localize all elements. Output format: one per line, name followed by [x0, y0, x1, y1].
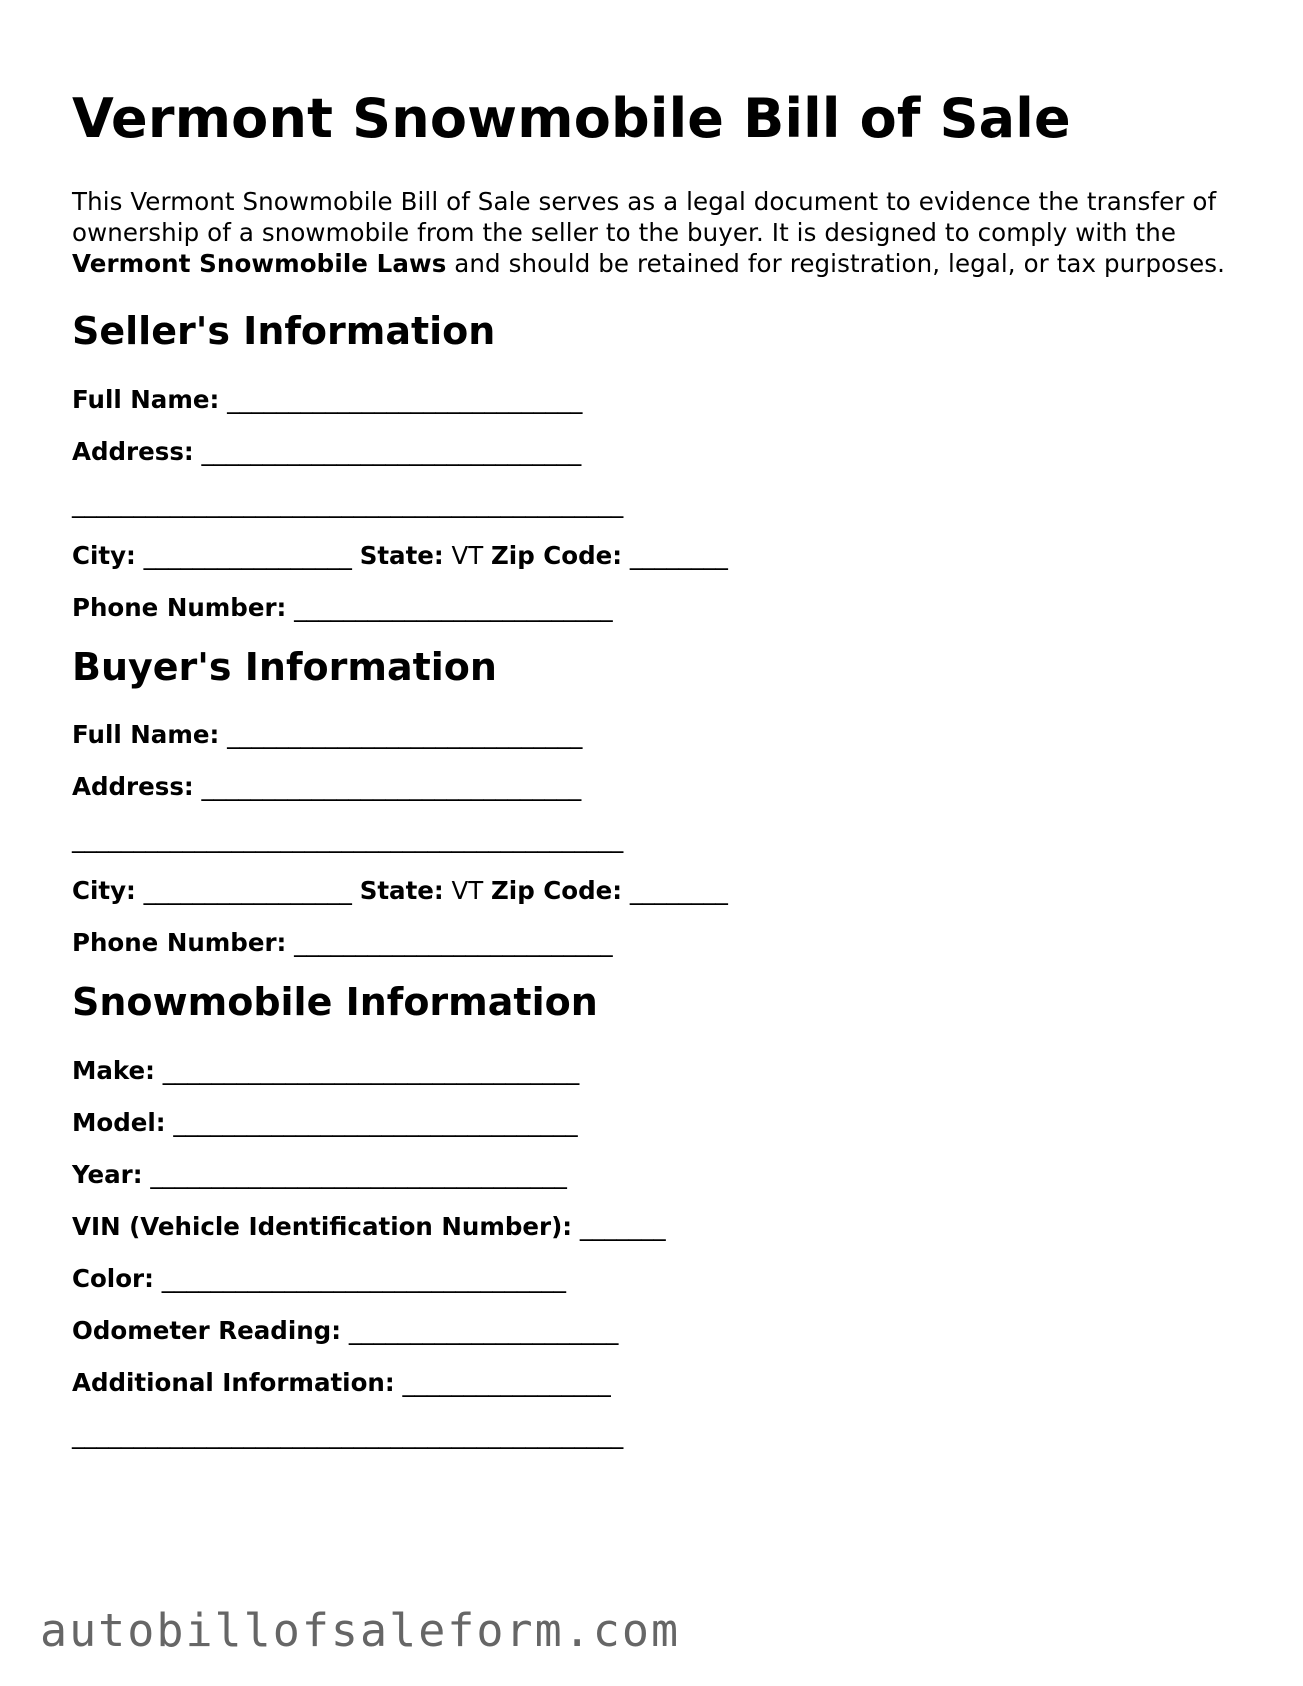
odometer-row	[72, 1316, 1232, 1346]
buyer-city-state-zip-row	[72, 876, 1232, 906]
additional-info-line2-row	[72, 1420, 1232, 1450]
year-row	[72, 1160, 1232, 1190]
seller-heading: Seller's Information	[72, 309, 496, 354]
seller-full-name-field[interactable]: _____________________________	[227, 384, 583, 414]
additional-info-label: Additional Information:	[72, 1367, 395, 1397]
buyer-address-line2-row	[72, 824, 1232, 854]
buyer-full-name-label: Full Name:	[72, 720, 220, 750]
watermark-text: autobillofsaleform.com	[40, 1604, 681, 1657]
vin-row	[72, 1212, 1232, 1242]
intro-text-1: This Vermont Snowmobile Bill of Sale serves as a legal document to evidence the transfer of ownership of a snowmobile from the seller to the buyer. It is designed to comply with the	[72, 187, 1217, 248]
make-row	[72, 1056, 1232, 1086]
buyer-address-field[interactable]: _______________________________	[201, 772, 582, 802]
seller-phone-row	[72, 593, 1232, 623]
buyer-state-value: VT	[451, 876, 484, 906]
buyer-address-label: Address:	[72, 772, 194, 802]
year-field[interactable]: __________________________________	[150, 1159, 567, 1189]
document-page	[72, 88, 1232, 1450]
buyer-heading: Buyer's Information	[72, 644, 497, 689]
seller-phone-field[interactable]: __________________________	[294, 592, 613, 622]
make-field[interactable]: __________________________________	[162, 1055, 580, 1085]
page-title: Vermont Snowmobile Bill of Sale	[72, 87, 1071, 150]
odometer-label: Odometer Reading:	[72, 1315, 342, 1345]
seller-state-label: State:	[359, 540, 444, 570]
color-label: Color:	[72, 1263, 154, 1293]
buyer-full-name-row	[72, 720, 1232, 750]
year-label: Year:	[72, 1159, 143, 1189]
seller-state-value: VT	[451, 540, 484, 570]
seller-address-label: Address:	[72, 436, 194, 466]
seller-city-state-zip-row	[72, 541, 1232, 571]
seller-address-line2-field[interactable]: _____________________________________________	[72, 488, 624, 518]
additional-info-line2-field[interactable]: _____________________________________________	[72, 1419, 624, 1449]
seller-city-field[interactable]: _________________	[143, 540, 352, 570]
color-field[interactable]: _________________________________	[161, 1263, 566, 1293]
buyer-phone-field[interactable]: __________________________	[294, 928, 613, 958]
seller-full-name-row	[72, 385, 1232, 415]
seller-address-field[interactable]: _______________________________	[201, 436, 582, 466]
seller-city-label: City:	[72, 540, 136, 570]
model-label: Model:	[72, 1107, 166, 1137]
additional-info-field[interactable]: _________________	[402, 1367, 611, 1397]
buyer-state-label: State:	[359, 876, 444, 906]
vin-label: VIN (Vehicle Identification Number):	[72, 1211, 573, 1241]
seller-phone-label: Phone Number:	[72, 592, 287, 622]
intro-paragraph	[72, 186, 1232, 279]
additional-info-row	[72, 1368, 1232, 1398]
buyer-city-label: City:	[72, 876, 136, 906]
seller-address-row	[72, 437, 1232, 467]
buyer-full-name-field[interactable]: _____________________________	[227, 720, 583, 750]
buyer-phone-row	[72, 928, 1232, 958]
seller-zip-field[interactable]: ________	[629, 540, 728, 570]
color-row	[72, 1264, 1232, 1294]
intro-bold-text: Vermont Snowmobile Laws	[72, 249, 447, 279]
buyer-zip-label: Zip Code:	[491, 876, 623, 906]
make-label: Make:	[72, 1055, 155, 1085]
seller-address-line2-row	[72, 489, 1232, 519]
buyer-zip-field[interactable]: ________	[629, 876, 728, 906]
intro-text-2: and should be retained for registration, legal, or tax purposes.	[446, 249, 1226, 279]
model-row	[72, 1108, 1232, 1138]
buyer-city-field[interactable]: _________________	[143, 876, 352, 906]
seller-full-name-label: Full Name:	[72, 384, 220, 414]
buyer-address-line2-field[interactable]: _____________________________________________	[72, 824, 624, 854]
seller-zip-label: Zip Code:	[491, 540, 623, 570]
odometer-field[interactable]: ______________________	[348, 1315, 619, 1345]
buyer-address-row	[72, 772, 1232, 802]
model-field[interactable]: _________________________________	[173, 1107, 578, 1137]
snowmobile-heading: Snowmobile Information	[72, 980, 598, 1025]
vin-field[interactable]: _______	[579, 1211, 666, 1241]
buyer-phone-label: Phone Number:	[72, 928, 287, 958]
